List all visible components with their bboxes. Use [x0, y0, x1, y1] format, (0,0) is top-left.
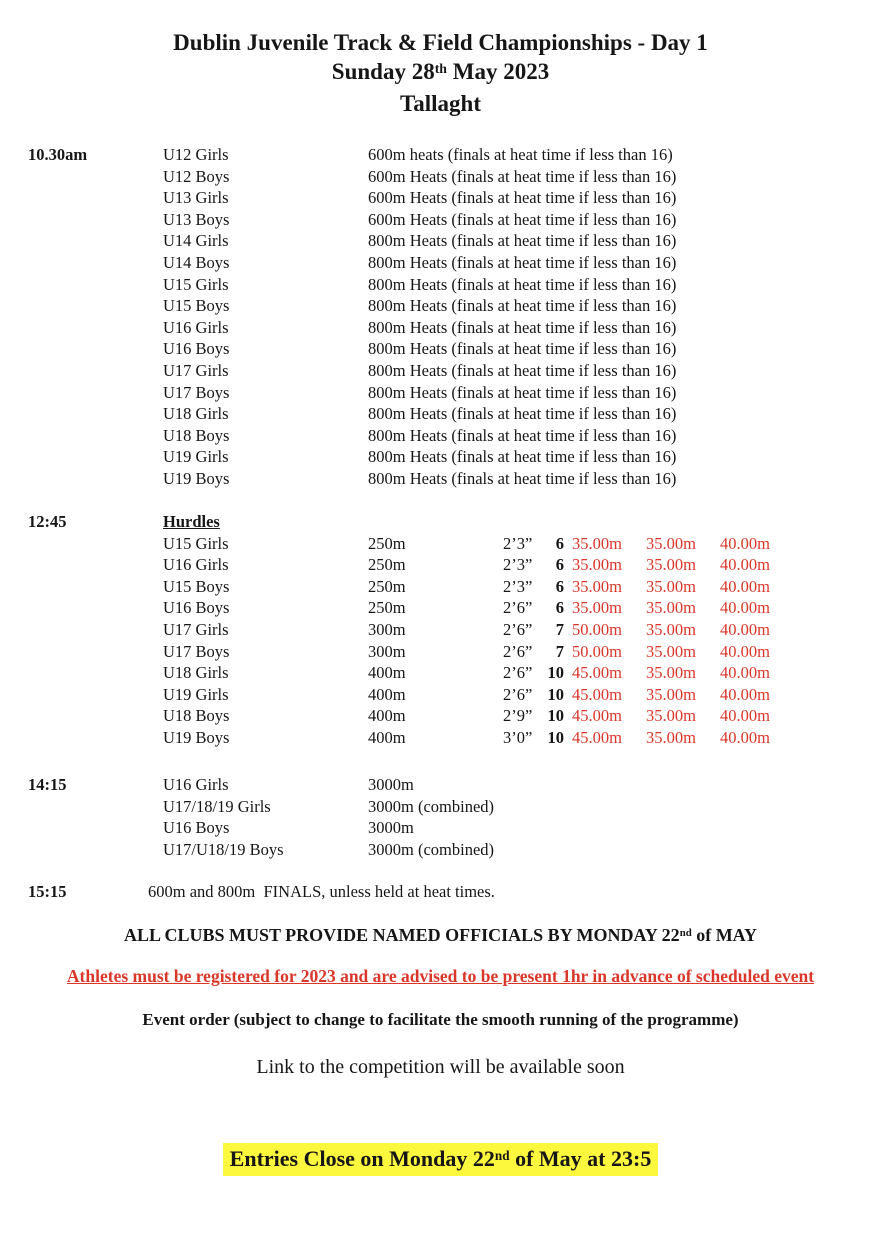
hurdle-mark: 35.00m — [646, 663, 696, 683]
age-group: U17 Girls — [163, 619, 229, 639]
session-time: 10.30am — [28, 145, 88, 164]
hurdle-mark: 35.00m — [646, 684, 696, 704]
hurdle-height: 2’6” — [503, 663, 533, 683]
hurdle-distance: 250m — [368, 533, 406, 553]
hurdle-mark: 45.00m — [572, 663, 622, 683]
schedule-row — [163, 796, 881, 818]
officials-notice: ALL CLUBS MUST PROVIDE NAMED OFFICIALS BY MONDAY 22nd of MAY — [123, 925, 758, 945]
hurdle-height: 2’6” — [503, 684, 533, 704]
hurdle-distance: 250m — [368, 598, 406, 618]
title-line-1: Dublin Juvenile Track & Field Championships - Day 1 — [173, 30, 708, 55]
schedule-row — [163, 144, 881, 166]
entries-close-notice — [0, 1143, 881, 1176]
hurdle-mark: 35.00m — [646, 533, 696, 553]
schedule-row — [163, 468, 881, 490]
schedule-row — [163, 166, 881, 188]
session-time: 12:45 — [28, 512, 67, 531]
hurdle-mark: 40.00m — [720, 619, 770, 639]
event-name: 600m Heats (finals at heat time if less than 16) — [368, 188, 677, 208]
schedule-row — [163, 230, 881, 252]
hurdle-distance: 300m — [368, 641, 406, 661]
event-name: 800m Heats (finals at heat time if less than 16) — [368, 404, 677, 424]
age-group: U17 Girls — [163, 360, 229, 380]
schedule-row — [163, 839, 881, 861]
hurdle-distance: 250m — [368, 555, 406, 575]
entries-close-highlight: Entries Close on Monday 22nd of May at 23:5 — [223, 1143, 659, 1176]
age-group: U18 Boys — [163, 425, 230, 445]
hurdle-count: 6 — [555, 533, 564, 553]
hurdle-count: 10 — [547, 684, 564, 704]
event-name: 800m Heats (finals at heat time if less than 16) — [368, 231, 677, 251]
event-name: 800m Heats (finals at heat time if less than 16) — [368, 447, 677, 467]
event-name: 800m Heats (finals at heat time if less than 16) — [368, 382, 677, 402]
competition-link-notice: Link to the competition will be available soon — [256, 1056, 625, 1078]
hurdle-mark: 40.00m — [720, 663, 770, 683]
age-group: U18 Boys — [163, 706, 230, 726]
schedule-row — [163, 338, 881, 360]
hurdle-distance: 400m — [368, 663, 406, 683]
event-name: 3000m (combined) — [368, 796, 495, 816]
age-group: U19 Girls — [163, 447, 229, 467]
session-1245-hurdles — [0, 511, 881, 749]
hurdle-mark: 40.00m — [720, 598, 770, 618]
age-group: U13 Girls — [163, 188, 229, 208]
age-group: U14 Boys — [163, 252, 230, 272]
hurdle-mark: 40.00m — [720, 706, 770, 726]
hurdle-count: 7 — [555, 619, 564, 639]
hurdle-height: 2’3” — [503, 555, 533, 575]
event-name: 600m Heats (finals at heat time if less than 16) — [368, 166, 677, 186]
hurdle-mark: 40.00m — [720, 576, 770, 596]
schedule-row — [163, 727, 881, 749]
session-rows — [163, 144, 881, 490]
event-name: 3000m — [368, 775, 414, 794]
hurdle-height: 2’6” — [503, 619, 533, 639]
age-group: U19 Boys — [163, 727, 230, 747]
schedule-row — [163, 317, 881, 339]
age-group: U16 Girls — [163, 555, 229, 575]
hurdle-mark: 35.00m — [646, 555, 696, 575]
hurdle-count: 7 — [555, 641, 564, 661]
event-order-notice: Event order (subject to change to facilitate the smooth running of the programme) — [142, 1010, 739, 1029]
registration-notice: Athletes must be registered for 2023 and are advised to be present 1hr in advance of scheduled event — [66, 966, 815, 986]
age-group: U19 Girls — [163, 684, 229, 704]
schedule-row — [163, 533, 881, 555]
session-rows — [163, 533, 881, 749]
hurdle-mark: 35.00m — [572, 598, 622, 618]
hurdle-distance: 400m — [368, 727, 406, 747]
schedule-row — [163, 817, 881, 839]
event-name: 800m Heats (finals at heat time if less than 16) — [368, 274, 677, 294]
event-name: 800m Heats (finals at heat time if less than 16) — [368, 296, 677, 316]
hurdle-count: 10 — [547, 727, 564, 747]
hurdle-mark: 35.00m — [646, 619, 696, 639]
hurdle-mark: 45.00m — [572, 706, 622, 726]
hurdle-mark: 40.00m — [720, 641, 770, 661]
schedule-row — [163, 187, 881, 209]
session-rows — [163, 774, 881, 860]
session-1030am — [0, 144, 881, 490]
hurdle-distance: 400m — [368, 706, 406, 726]
hurdle-distance: 250m — [368, 576, 406, 596]
age-group: U17/U18/19 Boys — [163, 839, 284, 859]
hurdle-mark: 40.00m — [720, 684, 770, 704]
schedule-row — [163, 684, 881, 706]
hurdle-height: 2’6” — [503, 641, 533, 661]
schedule-row — [163, 446, 881, 468]
hurdle-mark: 35.00m — [572, 576, 622, 596]
hurdle-count: 10 — [547, 706, 564, 726]
schedule-row — [163, 360, 881, 382]
hurdle-mark: 40.00m — [720, 533, 770, 553]
title-line-3-venue: Tallaght — [400, 91, 481, 116]
event-name: 600m Heats (finals at heat time if less than 16) — [368, 209, 677, 229]
event-name: 800m Heats (finals at heat time if less than 16) — [368, 425, 677, 445]
schedule-row — [163, 295, 881, 317]
schedule-row — [163, 641, 881, 663]
event-name: 3000m (combined) — [368, 839, 495, 859]
age-group: U18 Girls — [163, 663, 229, 683]
event-name: 600m heats (finals at heat time if less than 16) — [368, 145, 673, 164]
schedule-row — [163, 576, 881, 598]
hurdle-mark: 40.00m — [720, 555, 770, 575]
hurdle-mark: 35.00m — [572, 533, 622, 553]
hurdle-distance: 300m — [368, 619, 406, 639]
age-group: U12 Boys — [163, 166, 230, 186]
hurdle-mark: 50.00m — [572, 619, 622, 639]
age-group: U15 Boys — [163, 296, 230, 316]
date-ordinal-suffix: th — [434, 60, 447, 76]
age-group: U12 Girls — [163, 145, 229, 164]
hurdle-count: 6 — [555, 598, 564, 618]
schedule-row — [163, 403, 881, 425]
event-name: 3000m — [368, 818, 414, 838]
session-1515-finals — [0, 881, 881, 903]
age-group: U13 Boys — [163, 209, 230, 229]
hurdle-count: 10 — [547, 663, 564, 683]
age-group: U15 Girls — [163, 533, 229, 553]
age-group: U16 Boys — [163, 598, 230, 618]
hurdle-mark: 35.00m — [572, 555, 622, 575]
age-group: U17 Boys — [163, 382, 230, 402]
schedule-row — [163, 209, 881, 231]
schedule-row — [163, 662, 881, 684]
hurdle-height: 2’9” — [503, 706, 533, 726]
hurdle-mark: 45.00m — [572, 727, 622, 747]
schedule-row — [163, 619, 881, 641]
hurdle-mark: 40.00m — [720, 727, 770, 747]
age-group: U18 Girls — [163, 404, 229, 424]
hurdle-mark: 35.00m — [646, 641, 696, 661]
hurdle-count: 6 — [555, 576, 564, 596]
event-name: 800m Heats (finals at heat time if less than 16) — [368, 252, 677, 272]
age-group: U17 Boys — [163, 641, 230, 661]
hurdle-mark: 35.00m — [646, 706, 696, 726]
age-group: U15 Boys — [163, 576, 230, 596]
schedule-row — [163, 252, 881, 274]
event-name: 800m Heats (finals at heat time if less than 16) — [368, 317, 677, 337]
event-name: 800m Heats (finals at heat time if less than 16) — [368, 360, 677, 380]
hurdle-mark: 35.00m — [646, 576, 696, 596]
age-group: U15 Girls — [163, 274, 229, 294]
age-group: U19 Boys — [163, 468, 230, 488]
schedule-row — [163, 274, 881, 296]
document-title — [0, 28, 881, 118]
schedule-row — [163, 382, 881, 404]
finals-note: 600m and 800m FINALS, unless held at heat times. — [148, 882, 495, 901]
event-name: 800m Heats (finals at heat time if less than 16) — [368, 468, 677, 488]
title-line-2: Sunday 28th May 2023 — [331, 59, 550, 84]
age-group: U14 Girls — [163, 231, 229, 251]
schedule-row — [163, 705, 881, 727]
hurdle-mark: 35.00m — [646, 727, 696, 747]
schedule-row — [163, 425, 881, 447]
hurdle-distance: 400m — [368, 684, 406, 704]
hurdle-mark: 50.00m — [572, 641, 622, 661]
hurdle-height: 2’3” — [503, 533, 533, 553]
schedule-row — [163, 597, 881, 619]
session-time: 15:15 — [28, 882, 67, 901]
age-group: U17/18/19 Girls — [163, 796, 271, 816]
hurdle-height: 2’3” — [503, 576, 533, 596]
age-group: U16 Girls — [163, 317, 229, 337]
age-group: U16 Boys — [163, 818, 230, 838]
hurdle-mark: 35.00m — [646, 598, 696, 618]
event-name: 800m Heats (finals at heat time if less than 16) — [368, 339, 677, 359]
schedule-row — [163, 554, 881, 576]
session-time: 14:15 — [28, 775, 67, 794]
session-1415 — [0, 774, 881, 860]
hurdle-mark: 45.00m — [572, 684, 622, 704]
hurdle-height: 3’0” — [503, 727, 533, 747]
hurdle-height: 2’6” — [503, 598, 533, 618]
schedule-row — [163, 774, 881, 796]
hurdle-count: 6 — [555, 555, 564, 575]
age-group: U16 Boys — [163, 339, 230, 359]
hurdles-heading: Hurdles — [163, 512, 220, 531]
age-group: U16 Girls — [163, 775, 229, 794]
